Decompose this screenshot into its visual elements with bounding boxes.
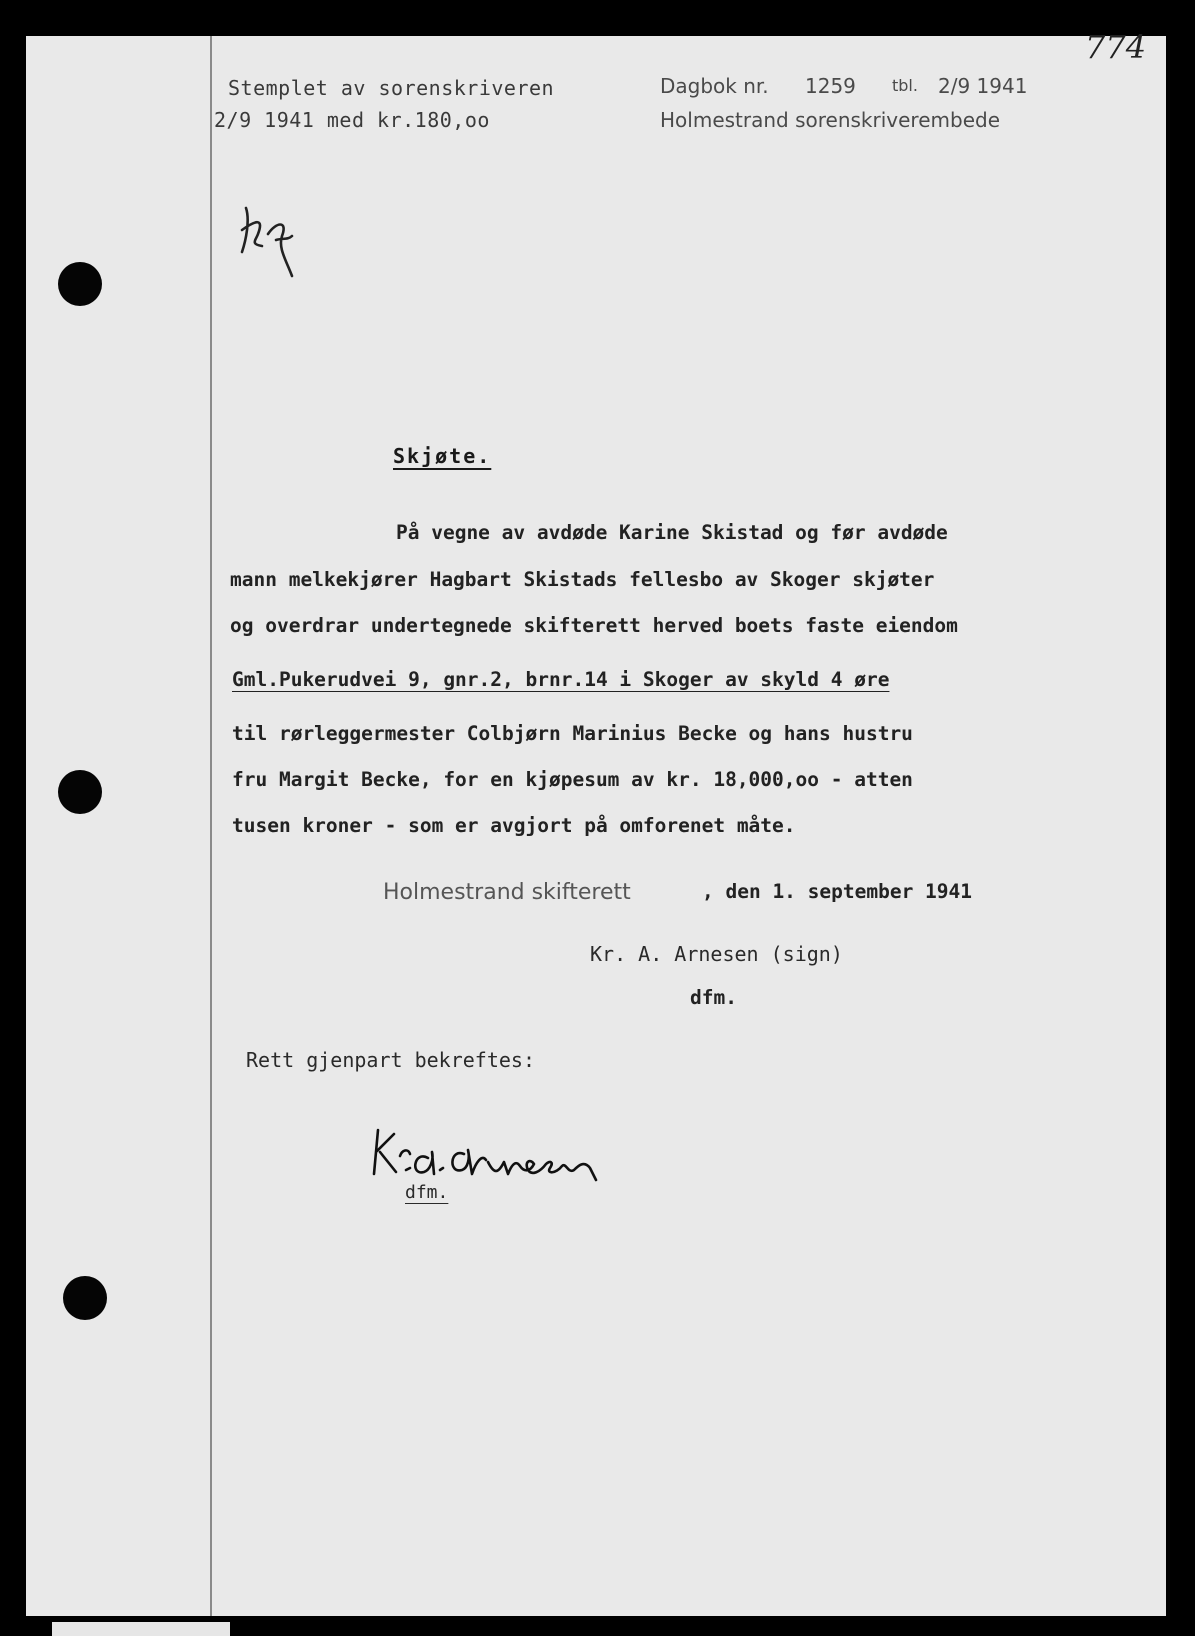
signer-name: Kr. A. Arnesen (sign) xyxy=(590,942,843,966)
tbl-label: tbl. xyxy=(892,76,918,95)
dagbok-label: Dagbok nr. xyxy=(660,74,769,98)
stamp-line-2: 2/9 1941 med kr.180,oo xyxy=(214,108,490,132)
date-line: , den 1. september 1941 xyxy=(702,880,973,903)
body-line-5: til rørleggermester Colbjørn Marinius Becke og hans hustru xyxy=(232,722,913,745)
body-line-6: fru Margit Becke, for en kjøpesum av kr. 18,000,oo - atten xyxy=(232,768,913,791)
body-line-3: og overdrar undertegnede skifterett herved boets faste eiendom xyxy=(230,614,958,637)
punch-hole xyxy=(58,770,102,814)
handwritten-initials xyxy=(236,200,316,290)
page-number: 774 xyxy=(1085,28,1147,66)
tbl-date: 2/9 1941 xyxy=(938,74,1028,98)
film-edge xyxy=(52,1622,230,1636)
margin-line xyxy=(210,36,212,1616)
stamp-line-1: Stemplet av sorenskriveren xyxy=(228,76,555,100)
dagbok-number: 1259 xyxy=(805,74,856,98)
body-line-2: mann melkekjører Hagbart Skistads fellesbo av Skoger skjøter xyxy=(230,568,935,591)
punch-hole xyxy=(63,1276,107,1320)
document-title: Skjøte. xyxy=(393,444,492,468)
signature-title: dfm. xyxy=(405,1182,449,1203)
office-stamp: Holmestrand sorenskriverembede xyxy=(660,108,1000,132)
body-line-7: tusen kroner - som er avgjort på omforenet måte. xyxy=(232,814,796,837)
certification-line: Rett gjenpart bekreftes: xyxy=(246,1048,535,1072)
property-line: Gml.Pukerudvei 9, gnr.2, brnr.14 i Skoger av skyld 4 øre xyxy=(232,668,890,691)
place-stamp: Holmestrand skifterett xyxy=(383,880,631,905)
punch-hole xyxy=(58,262,102,306)
body-line-1: På vegne av avdøde Karine Skistad og før avdøde xyxy=(396,521,948,544)
signer-title: dfm. xyxy=(690,986,737,1009)
